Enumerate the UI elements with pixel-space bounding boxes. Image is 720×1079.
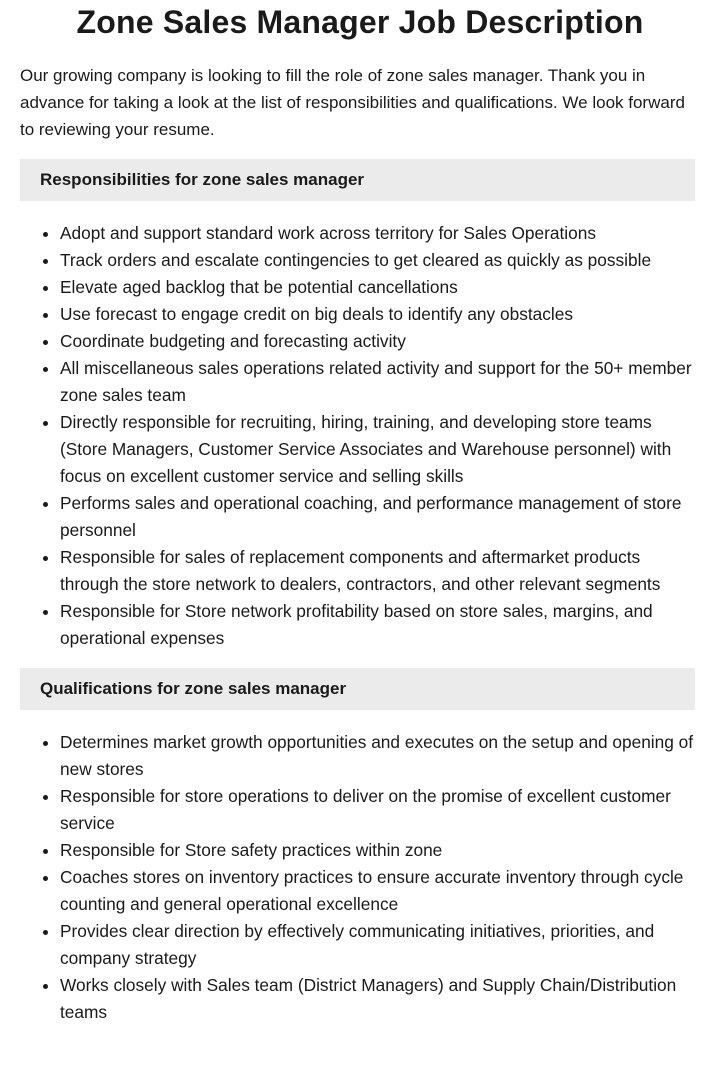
- list-item: • Elevate aged backlog that be potential cancellations: [60, 274, 700, 301]
- list-item: • Works closely with Sales team (District Managers) and Supply Chain/Distribution teams: [60, 972, 700, 1026]
- qualifications-list: [0, 729, 700, 1026]
- qualifications-heading: Qualifications for zone sales manager: [20, 668, 695, 710]
- list-item: • Coaches stores on inventory practices to ensure accurate inventory through cycle counting and general operational excellence: [60, 864, 700, 918]
- list-item: • Determines market growth opportunities and executes on the setup and opening of new stores: [60, 729, 700, 783]
- page-title: Zone Sales Manager Job Description: [76, 4, 644, 40]
- list-item: • All miscellaneous sales operations related activity and support for the 50+ member zone sales team: [60, 355, 700, 409]
- list-item: • Responsible for store operations to deliver on the promise of excellent customer service: [60, 783, 700, 837]
- responsibilities-list: [0, 220, 700, 652]
- responsibilities-heading: Responsibilities for zone sales manager: [20, 159, 695, 201]
- list-item: • Responsible for Store network profitability based on store sales, margins, and operational expenses: [60, 598, 700, 652]
- list-item: • Responsible for Store safety practices within zone: [60, 837, 700, 864]
- intro-paragraph: Our growing company is looking to fill the role of zone sales manager. Thank you in advance for taking a look at the list of responsibilities and qualifications. We look forward to reviewing your resume.: [20, 66, 685, 139]
- list-item: • Directly responsible for recruiting, hiring, training, and developing store teams (Store Managers, Customer Service Associates and Warehouse personnel) with focus on excellent customer service and selling skills: [60, 409, 700, 490]
- list-item: • Adopt and support standard work across territory for Sales Operations: [60, 220, 700, 247]
- list-item: • Track orders and escalate contingencies to get cleared as quickly as possible: [60, 247, 700, 274]
- list-item: • Performs sales and operational coaching, and performance management of store personnel: [60, 490, 700, 544]
- list-item: • Use forecast to engage credit on big deals to identify any obstacles: [60, 301, 700, 328]
- list-item: • Provides clear direction by effectively communicating initiatives, priorities, and company strategy: [60, 918, 700, 972]
- list-item: • Coordinate budgeting and forecasting activity: [60, 328, 700, 355]
- list-item: • Responsible for sales of replacement components and aftermarket products through the store network to dealers, contractors, and other relevant segments: [60, 544, 700, 598]
